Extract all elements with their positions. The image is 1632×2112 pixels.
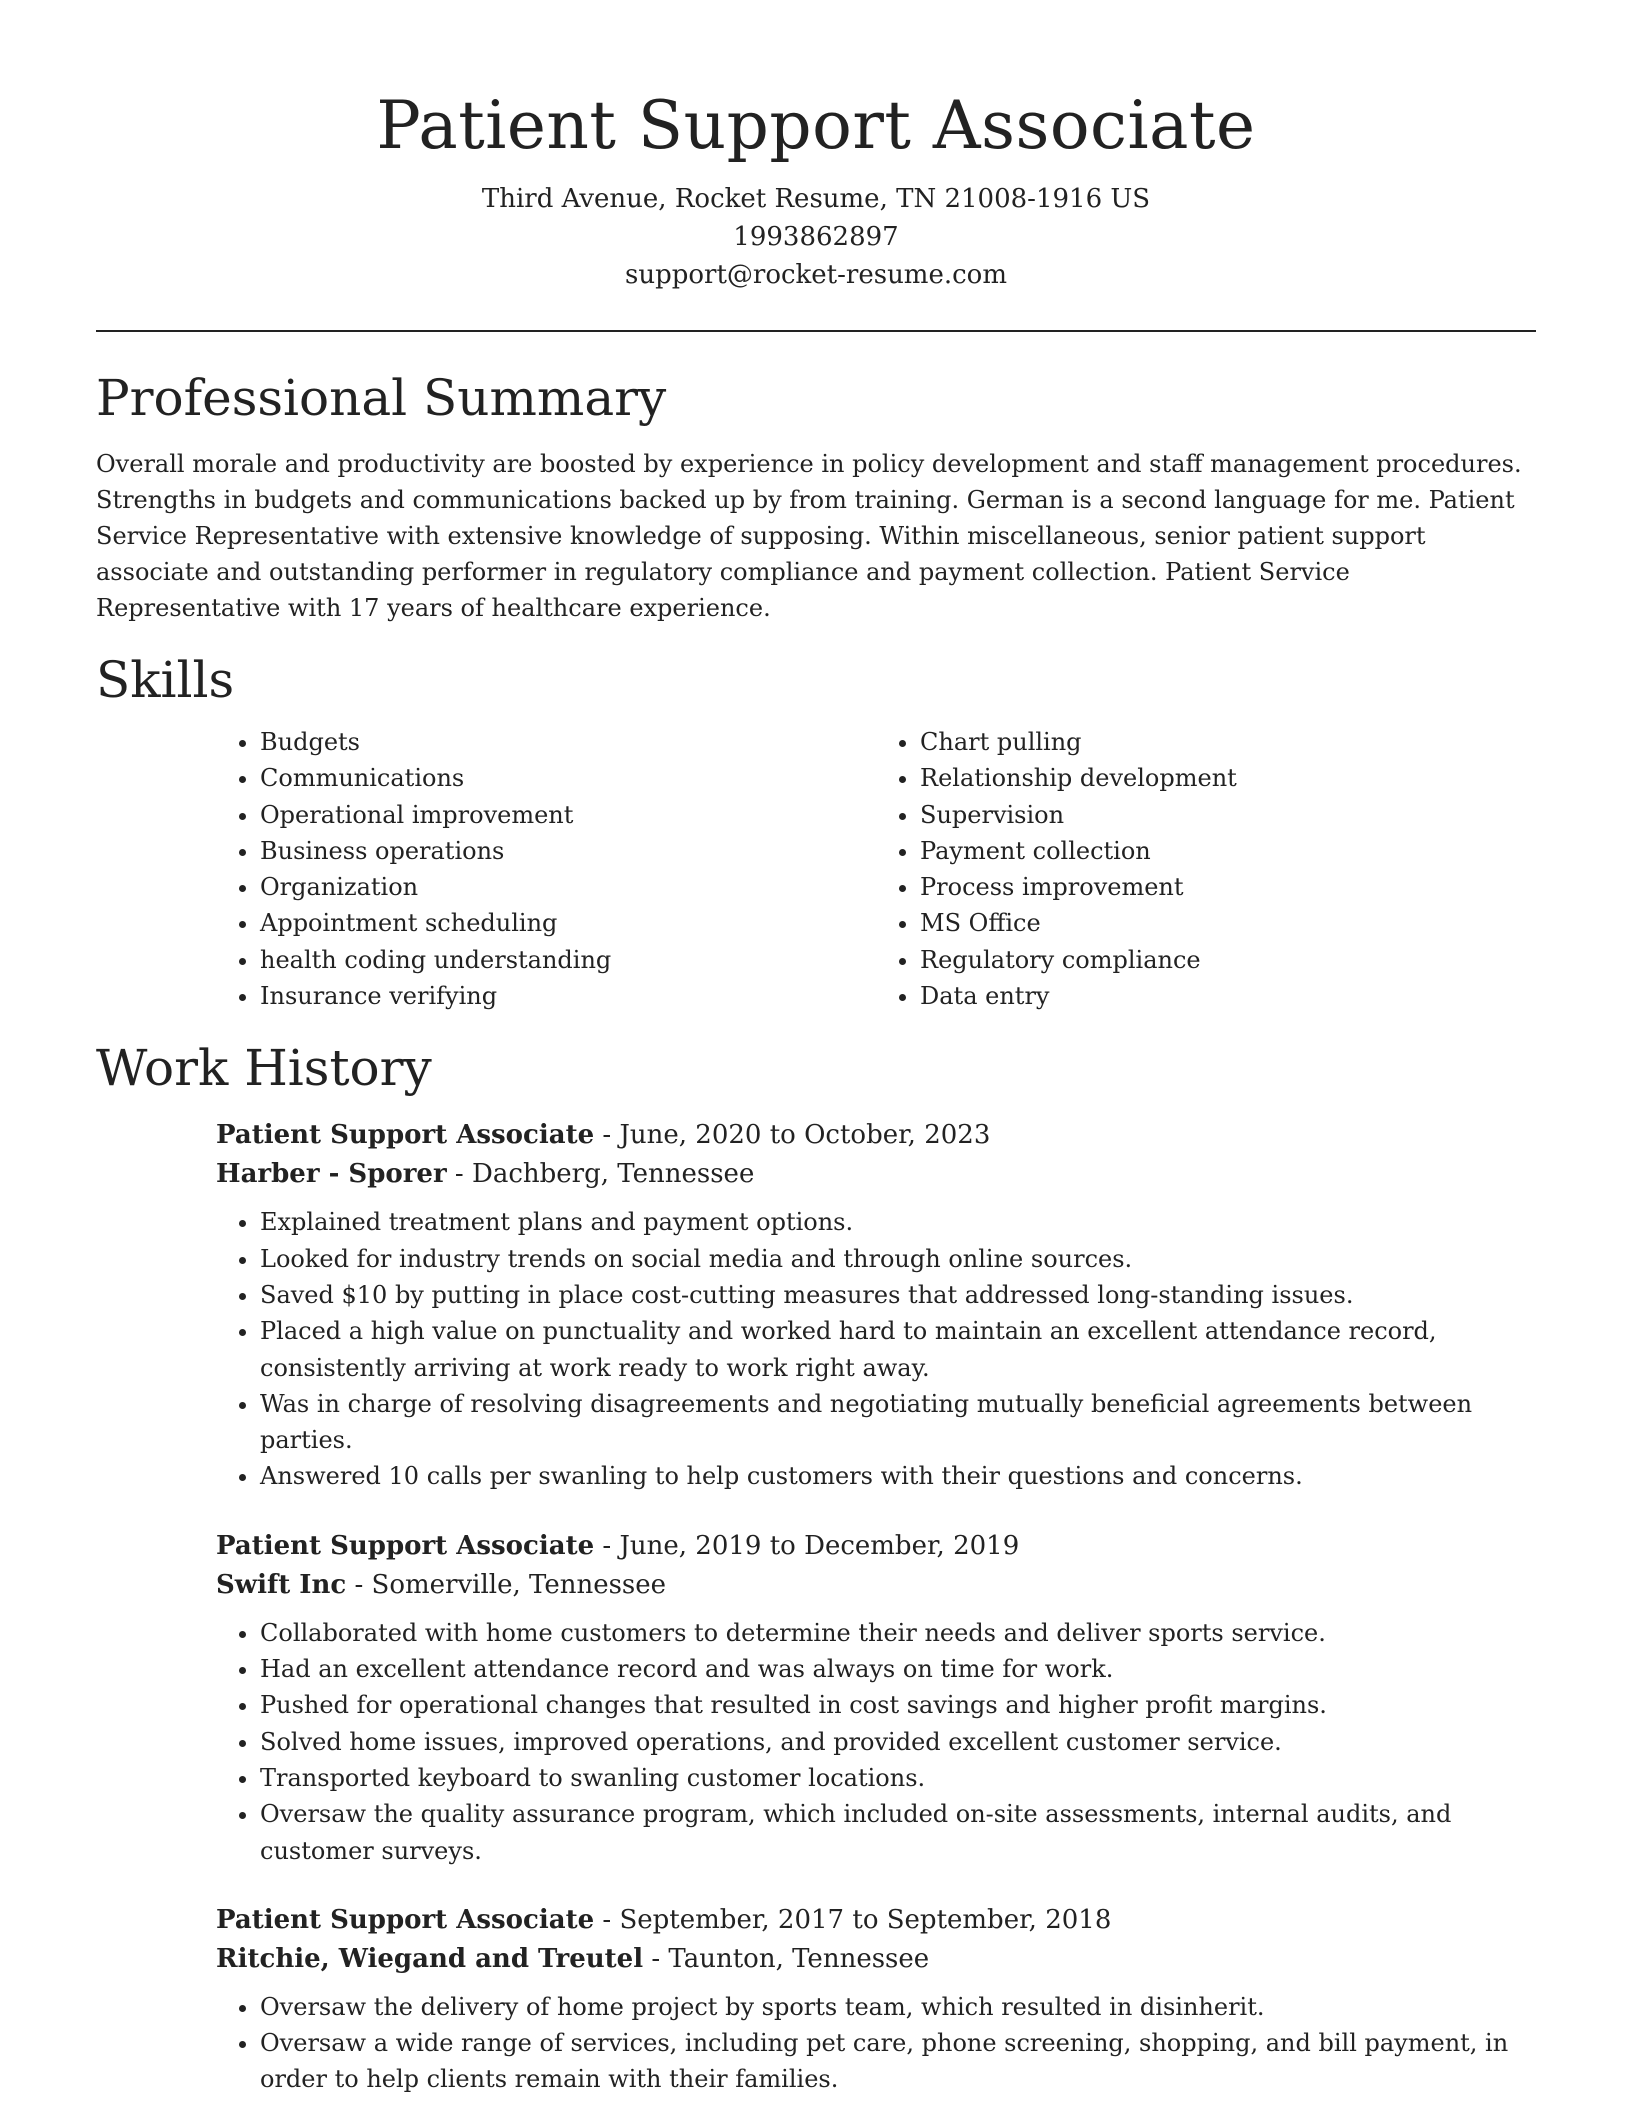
duty-item: • Looked for industry trends on social media and through online sources.: [260, 1241, 1536, 1277]
professional-summary-section: [96, 366, 1536, 626]
address: Third Avenue, Rocket Resume, TN 21008-1916 US: [481, 184, 1151, 214]
job-entry: [216, 1527, 1536, 1869]
skills-list: [216, 724, 1536, 1014]
work-history-section: [96, 1036, 1536, 2097]
skill-item: • Organization: [260, 869, 876, 905]
professional-summary-heading: Professional Summary: [96, 369, 667, 427]
location-separator: -: [346, 1569, 372, 1600]
company-name: Swift Inc: [216, 1569, 347, 1600]
work-history-heading: Work History: [96, 1039, 432, 1098]
job-title: Patient Support Associate: [216, 1120, 595, 1151]
skill-item: • Payment collection: [920, 833, 1536, 869]
job-separator: -: [594, 1530, 620, 1561]
contact-info: [96, 180, 1536, 294]
job-location: Somerville, Tennessee: [371, 1569, 667, 1600]
skill-item: • Process improvement: [920, 869, 1536, 905]
phone-number: 1993862897: [733, 222, 899, 252]
skill-item: • Communications: [260, 760, 876, 796]
employer-line: [216, 1566, 1536, 1605]
skill-item: • Operational improvement: [260, 797, 876, 833]
job-dates: June, 2020 to October, 2023: [619, 1120, 991, 1151]
job-entry: [216, 1901, 1536, 2098]
job-separator: -: [594, 1120, 620, 1151]
job-location: Dachberg, Tennessee: [472, 1159, 755, 1190]
skill-item: • Appointment scheduling: [260, 905, 876, 941]
email-address: support@rocket-resume.com: [624, 260, 1007, 290]
skill-item: • MS Office: [920, 905, 1536, 941]
duty-item: • Pushed for operational changes that resulted in cost savings and higher profit margins.: [260, 1687, 1536, 1723]
job-duties: [216, 1989, 1536, 2098]
professional-summary-text: Overall morale and productivity are boosted by experience in policy development and staff management procedures. Strengths in budgets and communications backed up by from training. German is a second language for me. Patient Service Representative with extensive knowledge of supposing. Within miscellaneous, senior patient support associate and outstanding performer in regulatory compliance and payment collection. Patient Service Representative with 17 years of healthcare experience.: [96, 450, 1522, 622]
duty-item: • Was in charge of resolving disagreements and negotiating mutually beneficial agreements between parties.: [260, 1386, 1536, 1459]
company-name: Ritchie, Wiegand and Treutel: [216, 1943, 644, 1974]
skills-heading: Skills: [96, 651, 235, 709]
skill-item: • Budgets: [260, 724, 876, 760]
duty-item: • Oversaw the delivery of home project by sports team, which resulted in disinherit.: [260, 1989, 1536, 2025]
duty-item: • Had an excellent attendance record and was always on time for work.: [260, 1651, 1536, 1687]
skills-column-right: [876, 724, 1536, 1014]
header-divider: [96, 330, 1536, 332]
skill-item: • Business operations: [260, 833, 876, 869]
resume-page: [96, 0, 1536, 2098]
skill-item: • Relationship development: [920, 760, 1536, 796]
employer-line: [216, 1155, 1536, 1194]
job-dates: September, 2017 to September, 2018: [619, 1904, 1112, 1935]
skill-item: • Supervision: [920, 797, 1536, 833]
duty-item: • Answered 10 calls per swanling to help customers with their questions and concerns.: [260, 1458, 1536, 1494]
duty-item: • Explained treatment plans and payment options.: [260, 1204, 1536, 1240]
job-location: Taunton, Tennessee: [668, 1943, 930, 1974]
skills-section: [96, 648, 1536, 1014]
duty-item: • Transported keyboard to swanling customer locations.: [260, 1760, 1536, 1796]
duty-item: • Saved $10 by putting in place cost-cutting measures that addressed long-standing issues.: [260, 1277, 1536, 1313]
skill-item: • Insurance verifying: [260, 978, 876, 1014]
job-title: Patient Support Associate: [216, 1530, 595, 1561]
employer-line: [216, 1940, 1536, 1979]
skill-item: • Chart pulling: [920, 724, 1536, 760]
job-title-line: [216, 1527, 1536, 1566]
duty-item: • Placed a high value on punctuality and worked hard to maintain an excellent attendance record, consistently arriving at work ready to work right away.: [260, 1313, 1536, 1386]
duty-item: • Oversaw the quality assurance program, which included on-site assessments, internal audits, and customer surveys.: [260, 1796, 1536, 1869]
job-title-line: [216, 1116, 1536, 1155]
duty-item: • Solved home issues, improved operations, and provided excellent customer service.: [260, 1724, 1536, 1760]
job-duties: [216, 1204, 1536, 1494]
skills-column-left: [216, 724, 876, 1014]
job-separator: -: [594, 1904, 620, 1935]
candidate-name: Patient Support Associate: [376, 87, 1256, 164]
company-name: Harber - Sporer: [216, 1159, 447, 1190]
skill-item: • health coding understanding: [260, 942, 876, 978]
job-title: Patient Support Associate: [216, 1904, 595, 1935]
duty-item: • Collaborated with home customers to determine their needs and deliver sports service.: [260, 1615, 1536, 1651]
job-dates: June, 2019 to December, 2019: [619, 1530, 1020, 1561]
job-title-line: [216, 1901, 1536, 1940]
job-duties: [216, 1615, 1536, 1869]
location-separator: -: [643, 1943, 669, 1974]
resume-header: [96, 0, 1536, 294]
skill-item: • Data entry: [920, 978, 1536, 1014]
location-separator: -: [446, 1159, 472, 1190]
skill-item: • Regulatory compliance: [920, 942, 1536, 978]
duty-item: • Oversaw a wide range of services, including pet care, phone screening, shopping, and bill payment, in order to help clients remain with their families.: [260, 2025, 1536, 2098]
job-entry: [216, 1116, 1536, 1494]
